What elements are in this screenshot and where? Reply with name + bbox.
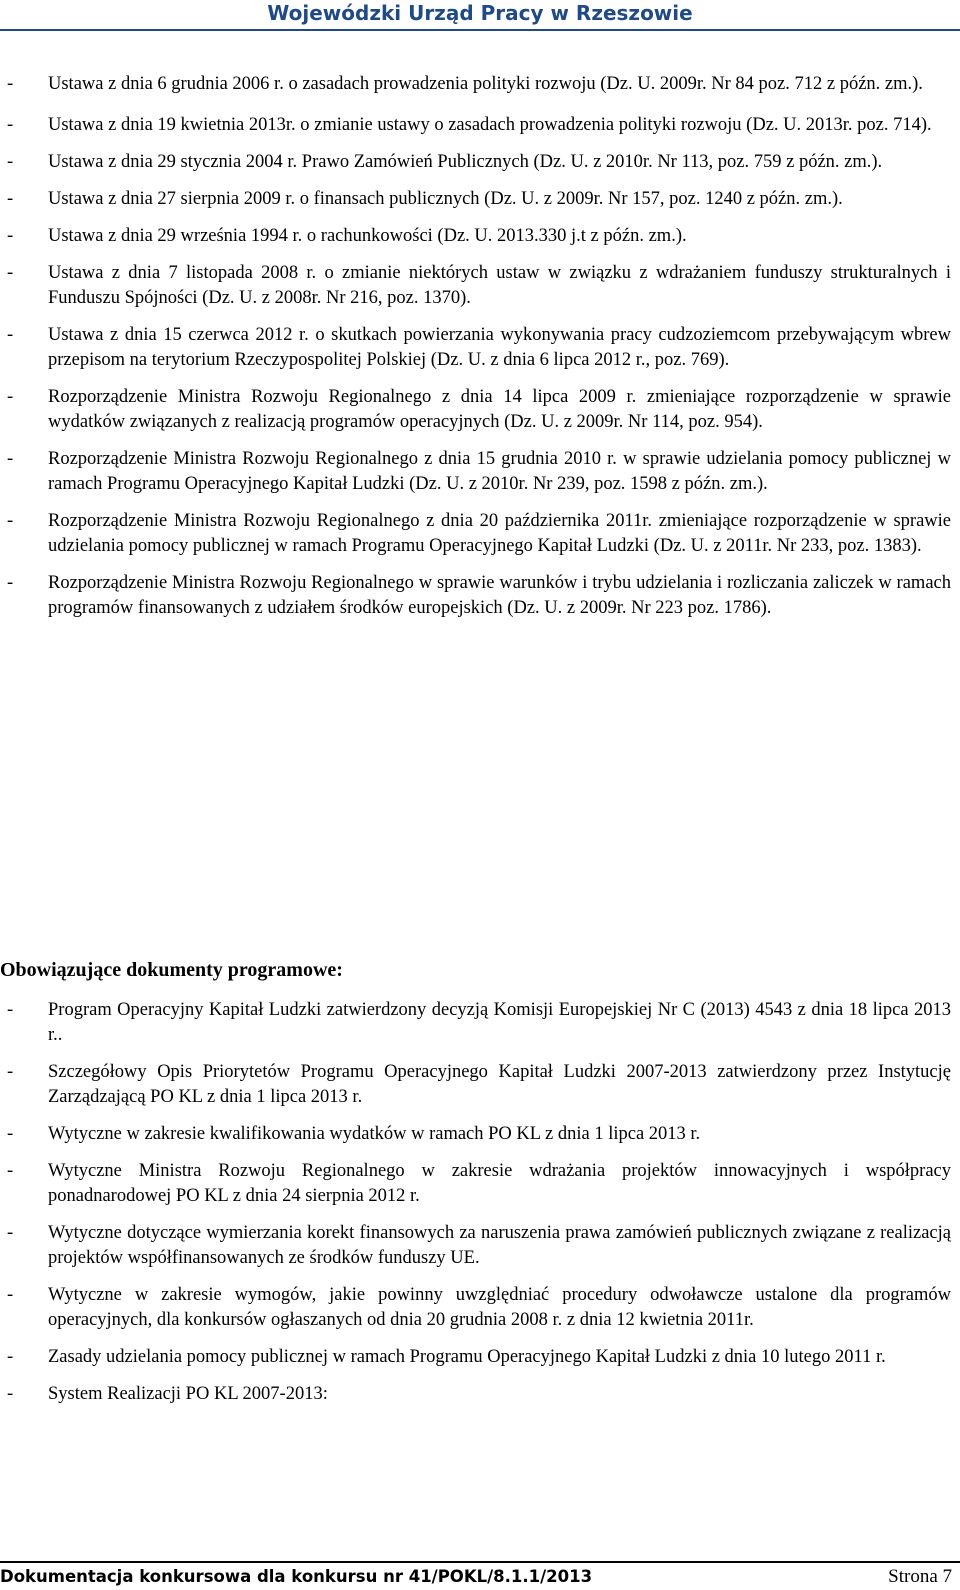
bullet-dash: - bbox=[7, 1285, 14, 1305]
header-divider bbox=[0, 29, 960, 31]
list-item bbox=[7, 1159, 951, 1209]
page-number: Strona 7 bbox=[888, 1566, 952, 1587]
bullet-dash: - bbox=[7, 1000, 14, 1020]
item-text: Ustawa z dnia 6 grudnia 2006 r. o zasadach prowadzenia polityki rozwoju (Dz. U. 2009r. Nr 84 poz. 712 z późn. zm.). bbox=[48, 74, 923, 94]
list-item bbox=[7, 1283, 951, 1333]
item-text: Ustawa z dnia 7 listopada 2008 r. o zmianie niektórych ustaw w związku z wdrażaniem funduszy strukturalnych i Funduszu Spójności (Dz. U. z 2008r. Nr 216, poz. 1370). bbox=[48, 263, 951, 308]
bullet-dash: - bbox=[7, 511, 14, 531]
list-item bbox=[7, 323, 951, 373]
bullet-dash: - bbox=[7, 152, 14, 172]
item-text: Rozporządzenie Ministra Rozwoju Regionalnego z dnia 14 lipca 2009 r. zmieniające rozporządzenie w sprawie wydatków związanych z realizacją programów operacyjnych (Dz. U. z 2009r. Nr 114, poz. 954). bbox=[48, 387, 951, 432]
item-text: Ustawa z dnia 29 stycznia 2004 r. Prawo Zamówień Publicznych (Dz. U. z 2010r. Nr 113, poz. 759 z późn. zm.). bbox=[48, 152, 883, 172]
list-item bbox=[7, 1221, 951, 1271]
program-docs-list bbox=[7, 998, 951, 1407]
item-text: Szczegółowy Opis Priorytetów Programu Operacyjnego Kapitał Ludzki 2007-2013 zatwierdzony przez Instytucję Zarządzającą PO KL z dnia 1 lipca 2013 r. bbox=[48, 1062, 951, 1107]
list-item bbox=[7, 571, 951, 621]
bullet-dash: - bbox=[7, 74, 14, 94]
item-text: Wytyczne w zakresie wymogów, jakie powinny uwzględniać procedury odwoławcze ustalone dla programów operacyjnych, dla konkursów ogłaszanych od dnia 20 grudnia 2008 r. z dnia 12 kwietnia 2011r. bbox=[48, 1285, 951, 1330]
section-heading: Obowiązujące dokumenty programowe: bbox=[0, 959, 343, 981]
list-item bbox=[7, 1345, 951, 1370]
list-item bbox=[7, 261, 951, 311]
bullet-dash: - bbox=[7, 1124, 14, 1144]
footer-divider bbox=[0, 1561, 960, 1563]
item-text: Zasady udzielania pomocy publicznej w ramach Programu Operacyjnego Kapitał Ludzki z dnia 10 lutego 2011 r. bbox=[48, 1347, 886, 1367]
bullet-dash: - bbox=[7, 189, 14, 209]
bullet-dash: - bbox=[7, 263, 14, 283]
list-item bbox=[7, 998, 951, 1048]
legal-acts-list bbox=[7, 72, 951, 621]
list-item bbox=[7, 1382, 951, 1407]
item-text: Ustawa z dnia 29 września 1994 r. o rachunkowości (Dz. U. 2013.330 j.t z późn. zm.). bbox=[48, 226, 687, 246]
list-item bbox=[7, 1060, 951, 1110]
item-text: Ustawa z dnia 19 kwietnia 2013r. o zmianie ustawy o zasadach prowadzenia polityki rozwoju (Dz. U. 2013r. poz. 714). bbox=[48, 115, 932, 135]
bullet-dash: - bbox=[7, 325, 14, 345]
item-text: Ustawa z dnia 27 sierpnia 2009 r. o finansach publicznych (Dz. U. z 2009r. Nr 157, poz. 1240 z późn. zm.). bbox=[48, 189, 843, 209]
bullet-dash: - bbox=[7, 387, 14, 407]
list-item bbox=[7, 150, 951, 175]
list-item bbox=[7, 447, 951, 497]
list-item bbox=[7, 385, 951, 435]
item-text: Wytyczne Ministra Rozwoju Regionalnego w zakresie wdrażania projektów innowacyjnych i współpracy ponadnarodowej PO KL z dnia 24 sierpnia 2012 r. bbox=[48, 1161, 951, 1206]
bullet-dash: - bbox=[7, 1062, 14, 1082]
list-item bbox=[7, 509, 951, 559]
page-header bbox=[0, 0, 960, 26]
bullet-dash: - bbox=[7, 573, 14, 593]
bullet-dash: - bbox=[7, 1223, 14, 1243]
bullet-dash: - bbox=[7, 449, 14, 469]
item-text: Wytyczne w zakresie kwalifikowania wydatków w ramach PO KL z dnia 1 lipca 2013 r. bbox=[48, 1124, 701, 1144]
item-text: Ustawa z dnia 15 czerwca 2012 r. o skutkach powierzania wykonywania pracy cudzoziemcom przebywającym wbrew przepisom na terytorium Rzeczypospolitej Polskiej (Dz. U. z dnia 6 lipca 2012 r., poz. 769). bbox=[48, 325, 951, 370]
bullet-dash: - bbox=[7, 1347, 14, 1367]
footer-document-title: Dokumentacja konkursowa dla konkursu nr 41/POKL/8.1.1/2013 bbox=[0, 1567, 593, 1586]
bullet-dash: - bbox=[7, 115, 14, 135]
list-item bbox=[7, 1122, 951, 1147]
list-item bbox=[7, 72, 951, 97]
item-text: Wytyczne dotyczące wymierzania korekt finansowych za naruszenia prawa zamówień publicznych związane z realizacją projektów współfinansowanych ze środków funduszy UE. bbox=[48, 1223, 951, 1268]
list-item bbox=[7, 187, 951, 212]
list-item bbox=[7, 224, 951, 249]
bullet-dash: - bbox=[7, 226, 14, 246]
list-item bbox=[7, 113, 951, 138]
bullet-dash: - bbox=[7, 1384, 14, 1404]
header-title: Wojewódzki Urząd Pracy w Rzeszowie bbox=[267, 1, 693, 25]
item-text: System Realizacji PO KL 2007-2013: bbox=[48, 1384, 328, 1404]
item-text: Program Operacyjny Kapitał Ludzki zatwierdzony decyzją Komisji Europejskiej Nr C (2013) 4543 z dnia 18 lipca 2013 r.. bbox=[48, 1000, 951, 1045]
item-text: Rozporządzenie Ministra Rozwoju Regionalnego z dnia 20 października 2011r. zmieniające rozporządzenie w sprawie udzielania pomocy publicznej w ramach Programu Operacyjnego Kapitał Ludzki (Dz. U. z 2011r. Nr 233, poz. 1383). bbox=[48, 511, 951, 556]
item-text: Rozporządzenie Ministra Rozwoju Regionalnego w sprawie warunków i trybu udzielania i rozliczania zaliczek w ramach programów finansowanych z udziałem środków europejskich (Dz. U. z 2009r. Nr 223 poz. 1786). bbox=[48, 573, 951, 618]
item-text: Rozporządzenie Ministra Rozwoju Regionalnego z dnia 15 grudnia 2010 r. w sprawie udzielania pomocy publicznej w ramach Programu Operacyjnego Kapitał Ludzki (Dz. U. z 2010r. Nr 239, poz. 1598 z późn. zm.). bbox=[48, 449, 951, 494]
bullet-dash: - bbox=[7, 1161, 14, 1181]
